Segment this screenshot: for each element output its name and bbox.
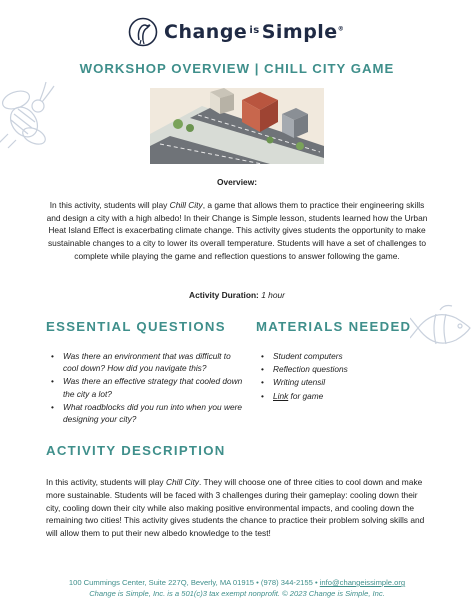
overview-paragraph (44, 199, 430, 263)
list-item: • Writing utensil (258, 376, 438, 388)
duration-label: Activity Duration: (189, 290, 259, 300)
footer-email-link[interactable]: info@changeissimple.org (319, 578, 406, 587)
footer-address-line (0, 577, 474, 588)
list-item: • Student computers (258, 350, 438, 362)
duration-value: 1 hour (261, 290, 285, 300)
list-item: • Was there an environment that was difficult to cool down? How did you navigate this? (48, 350, 244, 374)
overview-text-rest: , a game that allows them to practice their engineering skills and design a city with a high albedo! In their Change is Simple lesson, students learned how the Urban Heat Island Effect is exacerbating climate change. This activity gives students the opportunity to make sustainable changes to a city to lower its overall temperature. Students will have a set of challenges to complete while playing the game and reflection questions to answer following the game. (46, 200, 428, 261)
essential-questions-list (48, 350, 244, 426)
list-item: • What roadblocks did you run into when you were designing your city? (48, 401, 244, 425)
list-item: • Reflection questions (258, 363, 438, 375)
footer-address: 100 Cummings Center, Suite 227Q, Beverly, MA 01915 • (978) 344-2155 • (68, 578, 320, 587)
logo (128, 16, 348, 48)
fish-icon (410, 300, 474, 354)
activity-description-paragraph (46, 476, 432, 540)
game-link[interactable]: Link (273, 390, 289, 401)
bee-icon (0, 78, 62, 150)
materials-list (258, 350, 438, 403)
materials-heading: MATERIALS NEEDED (256, 319, 412, 334)
activity-description-heading: ACTIVITY DESCRIPTION (46, 443, 226, 458)
overview-heading: Overview: (216, 177, 258, 187)
overview-game-name: Chill City (169, 200, 203, 210)
footer-legal: Change is Simple, Inc. is a 501(c)3 tax exempt nonprofit. © 2023 Change is Simple, Inc. (89, 589, 385, 598)
activity-text-rest: . They will choose one of three cities to cool down and make more sustainable. Students will be faced with 3 challenges during their gameplay: cooling down their city, cooling down their city while also making positive environmental impacts, and cooling down the remaining two cities! This activity gives students the chance to practice their problem solving skills and will allow them to put their new albedo knowledge to the test! (46, 477, 425, 539)
footer (0, 577, 474, 599)
activity-duration (0, 290, 474, 300)
activity-game-name: Chill City (165, 477, 199, 487)
game-link-suffix: for game (288, 390, 324, 401)
list-item: • Was there an effective strategy that cooled down the city a lot? (48, 375, 244, 399)
logo-wordmark (164, 21, 344, 43)
registered-mark: ® (337, 25, 345, 33)
logo-word-is: is (249, 25, 260, 36)
page-title: WORKSHOP OVERVIEW | CHILL CITY GAME (79, 61, 395, 76)
list-item (258, 390, 438, 402)
logo-word-simple: Simple (261, 21, 338, 43)
city-illustration (150, 88, 324, 164)
essential-questions-heading: ESSENTIAL QUESTIONS (46, 319, 226, 334)
activity-text-start: In this activity, students will play (46, 477, 166, 487)
logo-word-change: Change (164, 21, 248, 43)
overview-text-start: In this activity, students will play (49, 200, 170, 210)
heron-icon (128, 17, 158, 47)
